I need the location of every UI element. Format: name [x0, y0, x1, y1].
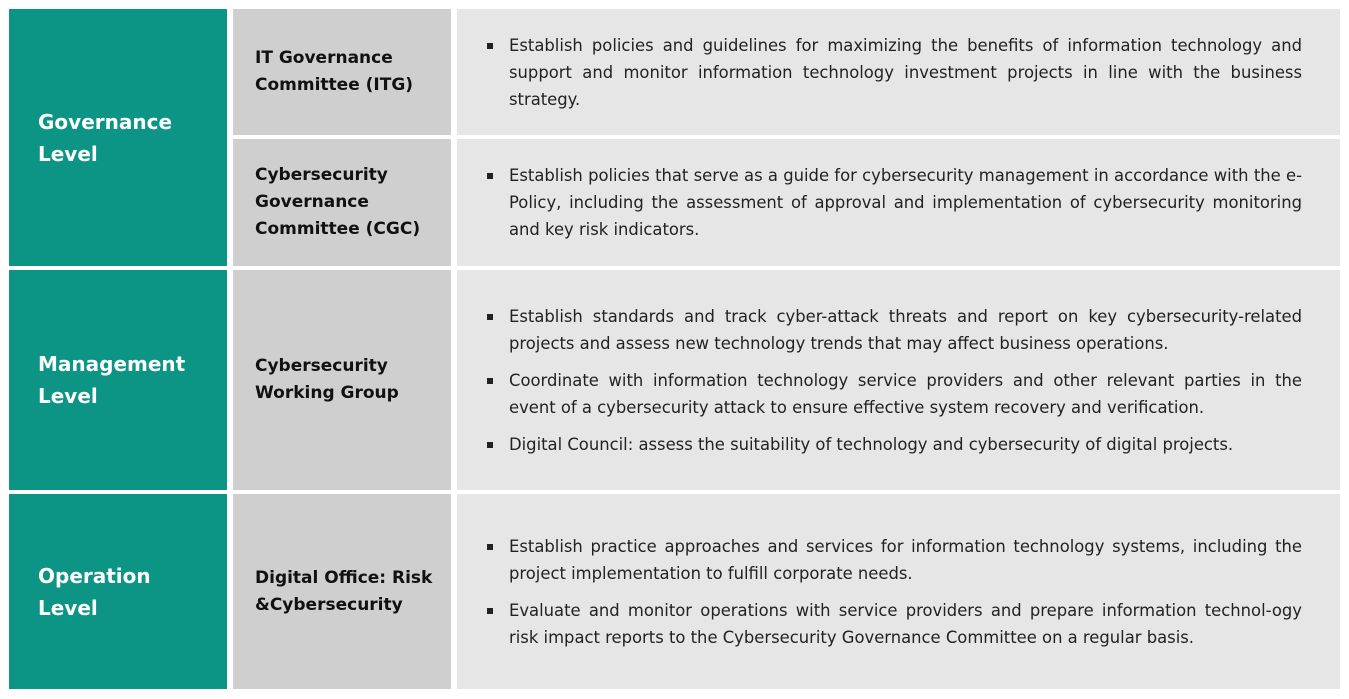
description-working-group	[457, 270, 1340, 490]
level-management: Management Level	[9, 270, 227, 490]
square-bullet-icon	[487, 442, 493, 448]
square-bullet-icon	[487, 173, 493, 179]
list-item	[487, 597, 1302, 651]
committee-cgc: Cybersecurity Governance Committee (CGC)	[233, 139, 451, 266]
square-bullet-icon	[487, 378, 493, 384]
committee-working-group: Cybersecurity Working Group	[233, 270, 451, 490]
list-item	[487, 32, 1302, 113]
square-bullet-icon	[487, 544, 493, 550]
bullet-text: Establish standards and track cyber-attack threats and report on key cybersecurity-related projects and assess new technology trends that may affect business operations.	[509, 306, 1302, 353]
bullet-text: Establish policies that serve as a guide for cybersecurity management in accordance with the e-Policy, including the assessment of approval and implementation of cybersecurity monitoring and key risk indicators.	[509, 166, 1302, 239]
bullet-text: Digital Council: assess the suitability of technology and cybersecurity of digital projects.	[509, 434, 1234, 454]
square-bullet-icon	[487, 608, 493, 614]
bullet-text: Establish policies and guidelines for maximizing the benefits of information technology and support and monitor information technology investment projects in line with the business strategy.	[509, 35, 1302, 109]
description-digital-office	[457, 494, 1340, 689]
governance-structure-table	[9, 9, 1340, 689]
list-item	[487, 303, 1302, 357]
list-item	[487, 367, 1302, 421]
list-item	[487, 162, 1302, 243]
square-bullet-icon	[487, 314, 493, 320]
bullet-text: Coordinate with information technology service providers and other relevant parties in the event of a cybersecurity attack to ensure effective system recovery and verification.	[509, 370, 1302, 417]
bullet-text: Establish practice approaches and services for information technology systems, including the project implementation to fulfill corporate needs.	[509, 536, 1302, 583]
committee-itg: IT Governance Committee (ITG)	[233, 9, 451, 135]
committee-digital-office: Digital Office: Risk &Cybersecurity	[233, 494, 451, 689]
bullet-text: Evaluate and monitor operations with service providers and prepare information technol-ogy risk impact reports to the Cybersecurity Governance Committee on a regular basis.	[509, 600, 1302, 647]
description-cgc	[457, 139, 1340, 266]
description-itg	[457, 9, 1340, 135]
list-item	[487, 431, 1302, 458]
list-item	[487, 533, 1302, 587]
level-governance: Governance Level	[9, 9, 227, 266]
square-bullet-icon	[487, 43, 493, 49]
level-operation: Operation Level	[9, 494, 227, 689]
